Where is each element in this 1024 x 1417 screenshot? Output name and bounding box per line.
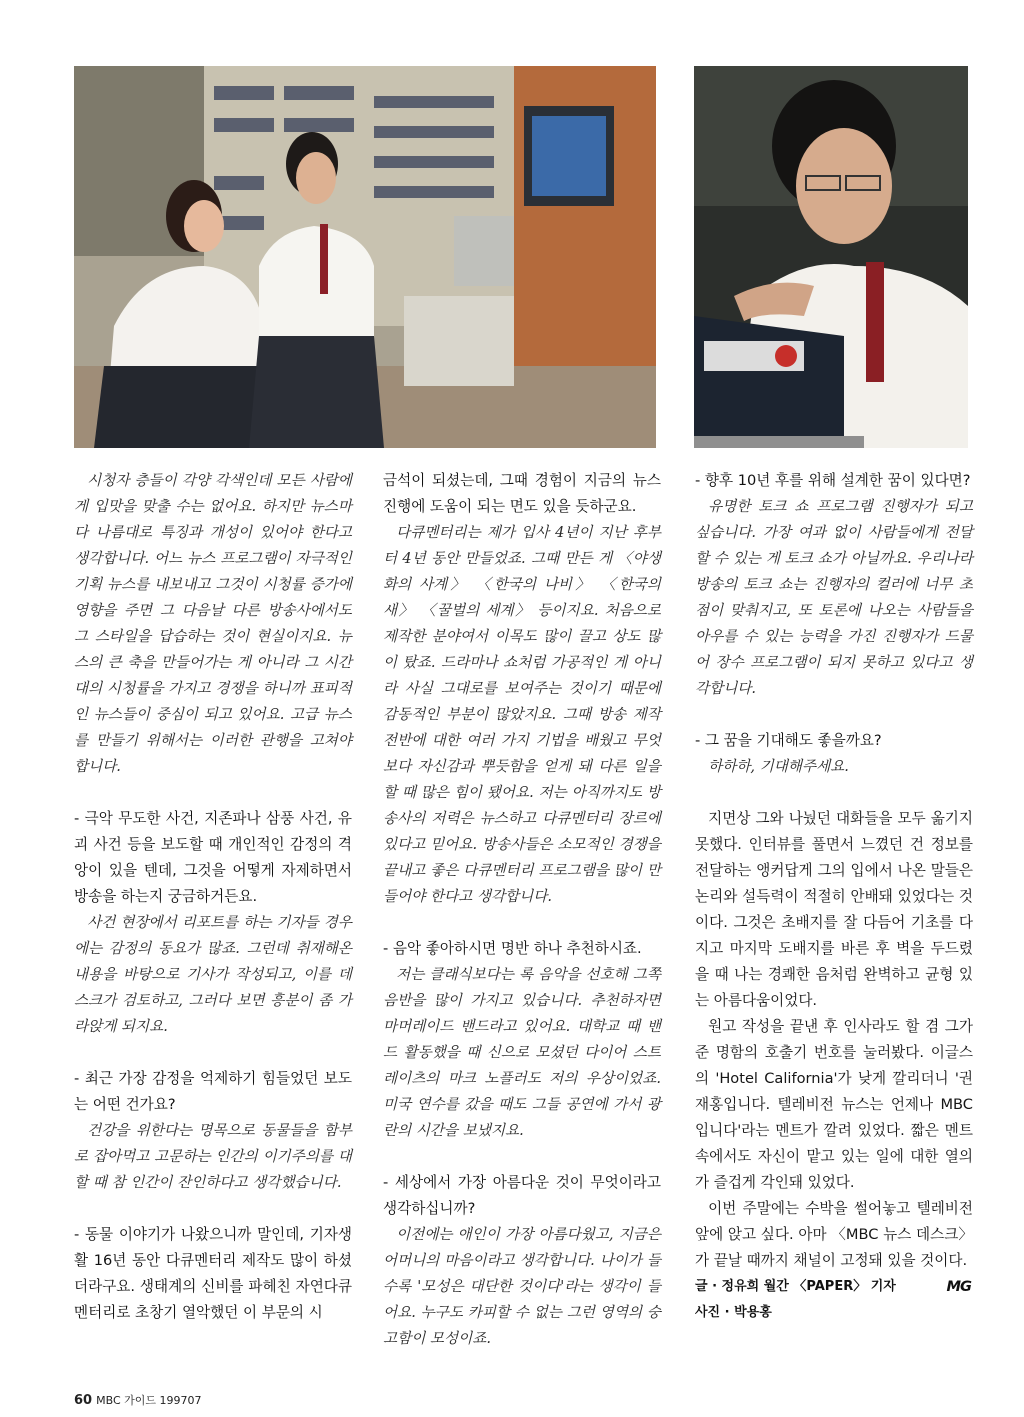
article-column-3 bbox=[695, 468, 973, 1326]
question-paragraph: 금석이 되셨는데, 그때 경험이 지금의 뉴스 진행에 도움이 되는 면도 있을 듯하군요. bbox=[383, 472, 661, 515]
question-paragraph: - 최근 가장 감정을 억제하기 힘들었던 보도는 어떤 건가요? bbox=[74, 1070, 352, 1113]
question-paragraph: - 음악 좋아하시면 명반 하나 추천하시죠. bbox=[383, 940, 642, 957]
answer-paragraph: 다큐멘터리는 제가 입사 4년이 지난 후부터 4년 동안 만들었죠. 그때 만든 게 〈야생화의 사계〉 〈한국의 나비〉 〈한국의 새〉 〈꿀벌의 세계〉 등이지요. 처음으로 제작한 분야여서 이목도 많이 끌고 상도 많이 탔죠. 드라마나 쇼처럼 가공적인 게 아니라 사실 그대로를 보여주는 것이기 때문에 감동적인 부분이 많았지요. 그때 방송 제작 전반에 대한 여러 가지 기법을 배웠고 무엇보다 자신감과 뿌듯함을 얻게 돼 다른 일을 할 때 많은 힘이 됐어요. 저는 아직까지도 방송사의 저력은 뉴스하고 다큐멘터리 장르에 있다고 믿어요. 방송사들은 소모적인 경쟁을 끝내고 좋은 다큐멘터리 프로그램을 많이 만들어야 한다고 생각합니다. bbox=[383, 524, 661, 905]
paragraph-gap bbox=[695, 702, 973, 728]
body-paragraph: 지면상 그와 나눴던 대화들을 모두 옮기지 못했다. 인터뷰를 풀면서 느꼈던 건 정보를 전달하는 앵커답게 그의 입에서 나온 말들은 논리와 설득력이 적절히 안배돼 있었다는 것이다. 그것은 초배지를 잘 다듬어 기초를 다지고 마지막 도배지를 바른 후 벽을 두드렸을 때 나는 경쾌한 음처럼 완벽하고 균형 있는 아름다움이었다. bbox=[695, 810, 973, 1009]
article-column-1 bbox=[74, 468, 352, 1326]
photo-anchors-at-desk bbox=[74, 66, 656, 448]
photo-anchor-at-laptop bbox=[694, 66, 968, 448]
question-paragraph: - 세상에서 가장 아름다운 것이 무엇이라고 생각하십니까? bbox=[383, 1174, 661, 1217]
page-number: 60 bbox=[74, 1393, 93, 1408]
magazine-issue: MBC 가이드 199707 bbox=[96, 1394, 202, 1407]
answer-paragraph: 건강을 위한다는 명목으로 동물들을 함부로 잡아먹고 고문하는 인간의 이기주의를 대할 때 참 인간이 잔인하다고 생각했습니다. bbox=[74, 1122, 352, 1191]
answer-paragraph: 하하하, 기대해주세요. bbox=[708, 758, 849, 775]
credit-writer: 글 · 정유희 월간 〈PAPER〉 기자 bbox=[695, 1279, 896, 1294]
question-paragraph: - 그 꿈을 기대해도 좋을까요? bbox=[695, 732, 882, 749]
paragraph-gap bbox=[383, 910, 661, 936]
photo-anchor-laptop-illustration bbox=[694, 66, 968, 448]
paragraph-gap bbox=[74, 1040, 352, 1066]
credit-photographer: 사진 · 박용홍 bbox=[695, 1305, 772, 1320]
paragraph-gap bbox=[74, 1196, 352, 1222]
body-paragraph: 원고 작성을 끝낸 후 인사라도 할 겸 그가 준 명함의 호출기 번호를 눌러봤다. 이글스의 'Hotel California'가 낮게 깔리더니 '권재홍입니다. 텔레비전 뉴스는 언제나 MBC입니다'라는 멘트가 깔려 있었다. 짧은 멘트 속에서도 자신이 맡고 있는 일에 대한 열의가 즐겁게 각인돼 있었다. bbox=[695, 1018, 973, 1191]
paragraph-gap bbox=[74, 780, 352, 806]
article-column-2 bbox=[383, 468, 661, 1352]
answer-paragraph: 저는 클래식보다는 록 음악을 선호해 그쪽 음반을 많이 가지고 있습니다. 추천하자면 마머레이드 밴드라고 있어요. 대학교 때 밴드 활동했을 때 신으로 모셨던 다이어 스트레이츠의 마크 노플러도 저의 우상이었죠. 미국 연수를 갔을 때도 그들 공연에 가서 광란의 시간을 보냈지요. bbox=[383, 966, 661, 1139]
page-folio bbox=[74, 1394, 201, 1408]
question-paragraph: - 향후 10년 후를 위해 설계한 꿈이 있다면? bbox=[695, 472, 971, 489]
answer-paragraph: 이전에는 애인이 가장 아름다웠고, 지금은 어머니의 마음이라고 생각합니다. 나이가 들수록 '모성은 대단한 것이다'라는 생각이 들어요. 누구도 카피할 수 없는 그런 영역의 숭고함이 모성이죠. bbox=[383, 1226, 661, 1347]
question-paragraph: - 동물 이야기가 나왔으니까 말인데, 기자생활 16년 동안 다큐멘터리 제작도 많이 하셨더라구요. 생태계의 신비를 파헤친 자연다큐멘터리로 초창기 열악했던 이 부문의 시 bbox=[74, 1226, 352, 1321]
paragraph-gap bbox=[383, 1144, 661, 1170]
answer-paragraph: 시청자 층들이 각양 각색인데 모든 사람에게 입맛을 맞출 수는 없어요. 하지만 뉴스마다 나름대로 특징과 개성이 있어야 한다고 생각합니다. 어느 뉴스 프로그램이 자극적인 기획 뉴스를 내보내고 그것이 시청률 증가에 영향을 주면 그 다음날 다른 방송사에서도 그 스타일을 답습하는 것이 현실이지요. 뉴스의 큰 축을 만들어가는 게 아니라 그 시간대의 시청률을 가지고 경쟁을 하니까 표피적인 뉴스들이 중심이 되고 있어요. 고급 뉴스를 만들기 위해서는 이러한 관행을 고쳐야 합니다. bbox=[74, 472, 352, 775]
question-paragraph: - 극악 무도한 사건, 지존파나 삼풍 사건, 유괴 사건 등을 보도할 때 개인적인 감정의 격앙이 있을 텐데, 그것을 어떻게 자제하면서 방송을 하는지 궁금하거든요. bbox=[74, 810, 352, 905]
photo-anchors-illustration bbox=[74, 66, 656, 448]
body-paragraph-text: 이번 주말에는 수박을 썰어놓고 텔레비전 앞에 앉고 싶다. 아마 〈MBC 뉴스 데스크〉가 끝날 때까지 채널이 고정돼 있을 것이다. bbox=[695, 1200, 973, 1269]
answer-paragraph: 유명한 토크 쇼 프로그램 진행자가 되고 싶습니다. 가장 여과 없이 사람들에게 전달할 수 있는 게 토크 쇼가 아닐까요. 우리나라 방송의 토크 쇼는 진행자의 컬러에 너무 초점이 맞춰지고, 또 토론에 나오는 사람들을 아우를 수 있는 능력을 가진 진행자가 드물어 장수 프로그램이 되지 못하고 있다고 생각합니다. bbox=[695, 498, 973, 697]
answer-paragraph: 사건 현장에서 리포트를 하는 기자들 경우에는 감정의 동요가 많죠. 그런데 취재해온 내용을 바탕으로 기사가 작성되고, 이를 데스크가 검토하고, 그러다 보면 흥분이 좀 가라앉게 되지요. bbox=[74, 914, 352, 1035]
paragraph-gap bbox=[695, 780, 973, 806]
magazine-signature-mark: MG bbox=[946, 1278, 971, 1295]
